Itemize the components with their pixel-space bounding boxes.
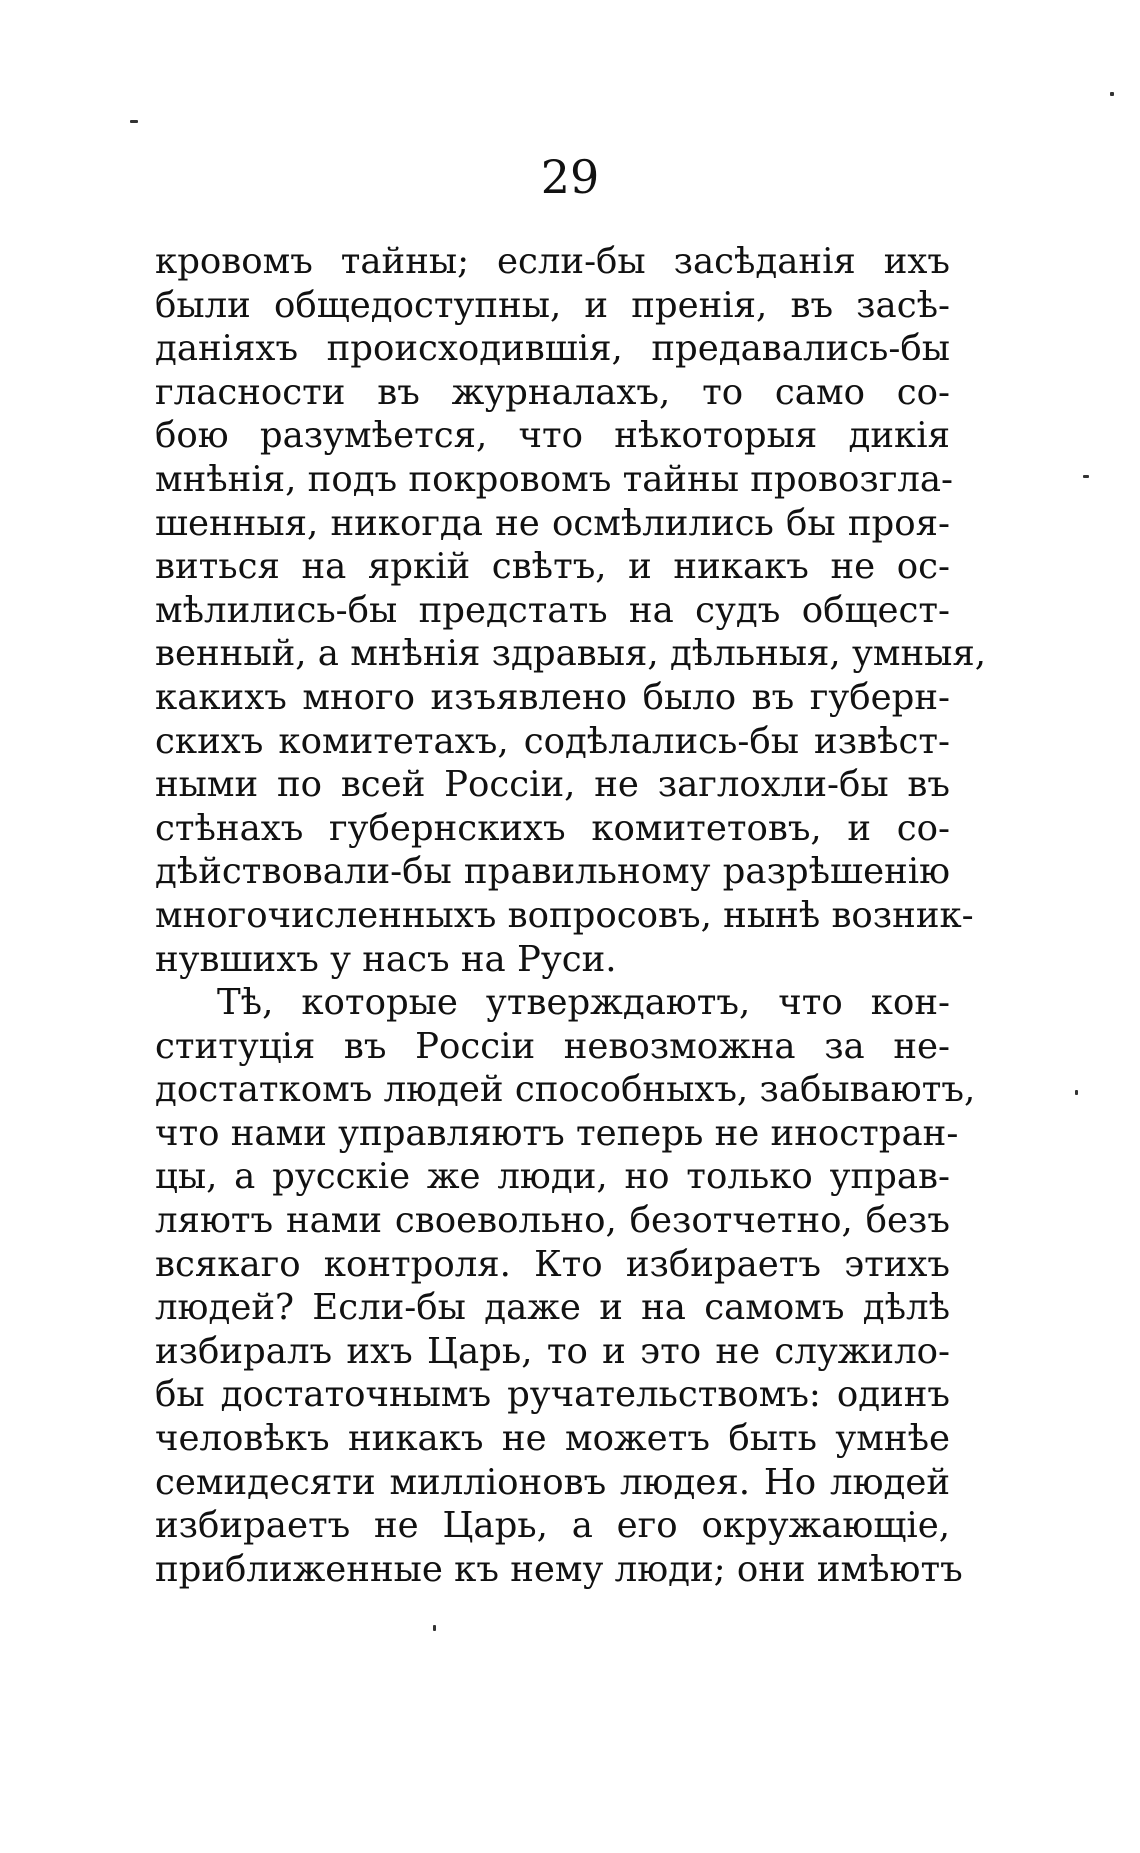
text-line: Тѣ, которые утверждаютъ, что кон- [217, 982, 950, 1024]
text-line: венный, а мнѣнія здравыя, дѣльныя, умныя, [155, 633, 987, 675]
text-line: мнѣнія, подъ покровомъ тайны провозгла- [155, 458, 954, 500]
text-line: были общедоступны, и пренія, въ засѣ- [155, 284, 950, 326]
text-line: приближенные къ нему люди; они имѣютъ [155, 1548, 963, 1590]
text-line: мѣлились-бы предстать на судъ общест- [155, 589, 950, 631]
text-line: бы достаточнымъ ручательствомъ: одинъ [155, 1374, 950, 1416]
text-line: ляютъ нами своевольно, безотчетно, безъ [155, 1200, 950, 1242]
text-line: ституція въ Россіи невозможна за не- [155, 1025, 950, 1067]
text-line: достаткомъ людей способныхъ, забываютъ, [155, 1069, 976, 1111]
text-line: скихъ комитетахъ, содѣлались-бы извѣст- [155, 720, 950, 762]
print-speck [1083, 475, 1089, 478]
text-line: избиралъ ихъ Царь, то и это не служило- [155, 1330, 950, 1372]
print-speck [130, 120, 138, 123]
text-line: многочисленныхъ вопросовъ, нынѣ возник- [155, 894, 974, 936]
text-line: человѣкъ никакъ не можетъ быть умнѣе [155, 1418, 950, 1460]
print-speck [433, 1625, 436, 1631]
page-number: 29 [540, 150, 600, 204]
text-line: кровомъ тайны; если-бы засѣданія ихъ [155, 241, 950, 282]
print-speck [1110, 92, 1114, 96]
text-line: нувшихъ у насъ на Руси. [155, 938, 617, 980]
body-text [155, 240, 987, 1591]
text-line: гласности въ журналахъ, то само со- [155, 371, 950, 413]
text-line: ными по всей Россіи, не заглохли-бы въ [155, 764, 950, 806]
text-line: избираетъ не Царь, а его окружающіе, [155, 1505, 950, 1547]
text-line: семидесяти милліоновъ людея. Но людей [155, 1461, 950, 1503]
text-line: что нами управляютъ теперь не иностран- [155, 1112, 959, 1154]
text-line: стѣнахъ губернскихъ комитетовъ, и со- [155, 807, 950, 849]
text-line: какихъ много изъявлено было въ губерн- [155, 676, 950, 718]
text-line: виться на яркій свѣтъ, и никакъ не ос- [155, 546, 950, 588]
text-line: дѣйствовали-бы правильному разрѣшенію [155, 851, 950, 893]
text-line: даніяхъ происходившія, предавались-бы [155, 328, 950, 370]
text-line: людей? Если-бы даже и на самомъ дѣлѣ [155, 1287, 950, 1329]
text-line: всякаго контроля. Кто избираетъ этихъ [155, 1243, 950, 1285]
text-line: бою разумѣется, что нѣкоторыя дикія [155, 415, 950, 457]
print-speck [1075, 1090, 1078, 1095]
text-line: шенныя, никогда не осмѣлились бы проя- [155, 502, 950, 544]
text-line: цы, а русскіе же люди, но только управ- [155, 1156, 950, 1198]
